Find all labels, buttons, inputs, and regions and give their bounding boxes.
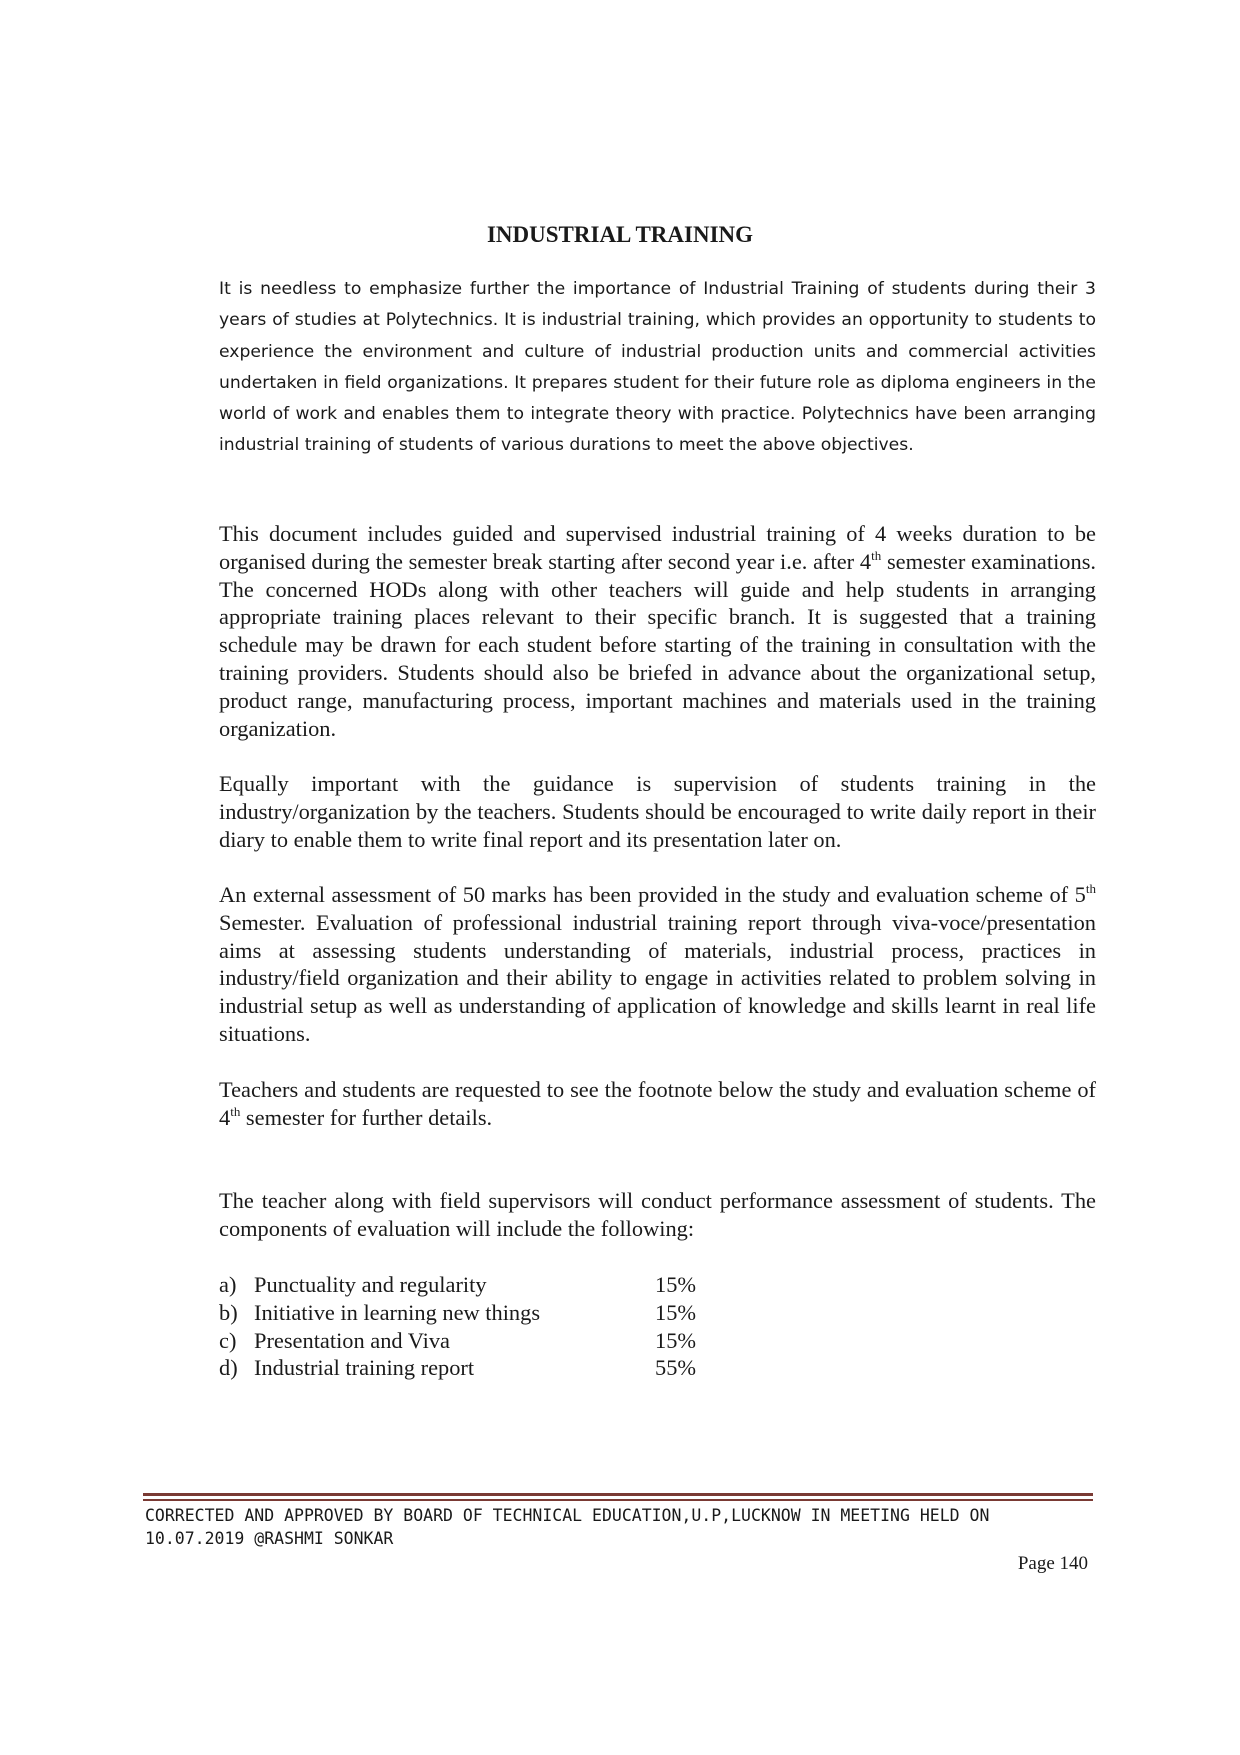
footer-line-1: CORRECTED AND APPROVED BY BOARD OF TECHNICAL EDUCATION,U.P,LUCKNOW IN MEETING HELD ON xyxy=(145,1506,990,1525)
page-number: Page 140 xyxy=(1017,1553,1088,1574)
list-item xyxy=(219,1327,819,1355)
list-marker: b) xyxy=(219,1299,238,1325)
paragraph-footnote-reference: Teachers and students are requested to see the footnote below the study and evaluation scheme of 4th semester for further details. xyxy=(219,1077,1096,1130)
list-item xyxy=(219,1299,819,1327)
component-percent: 15% xyxy=(655,1327,697,1353)
component-label: Presentation and Viva xyxy=(254,1327,450,1353)
paragraph-performance-assessment: The teacher along with field supervisors will conduct performance assessment of students. The components of evaluation will include the following: xyxy=(219,1188,1096,1241)
component-percent: 15% xyxy=(655,1272,697,1297)
component-label: Industrial training report xyxy=(254,1355,475,1381)
list-marker: c) xyxy=(219,1327,237,1353)
list-marker: d) xyxy=(219,1355,238,1381)
paragraph-supervision: Equally important with the guidance is supervision of students training in the industry/organization by the teachers. Students should be encouraged to write daily report in their diary to enable them to write final report and its presentation later on. xyxy=(219,771,1096,852)
footer-rule-thin xyxy=(143,1499,1093,1501)
component-percent: 55% xyxy=(655,1355,697,1381)
footer-approval-note xyxy=(145,1504,1095,1550)
evaluation-components-list xyxy=(219,1271,819,1382)
list-item xyxy=(219,1271,819,1299)
list-marker: a) xyxy=(219,1272,237,1297)
list-item xyxy=(219,1354,819,1382)
page-title: INDUSTRIAL TRAINING xyxy=(486,222,754,247)
footer-line-2: 10.07.2019 @RASHMI SONKAR xyxy=(145,1529,394,1548)
intro-paragraph: It is needless to emphasize further the importance of Industrial Training of students during their 3 years of studies at Polytechnics. It is industrial training, which provides an opportunity to students to experience the environment and culture of industrial production units and commercial activities undertaken in field organizations. It prepares student for their future role as diploma engineers in the world of work and enables them to integrate theory with practice. Polytechnics have been arranging industrial training of students of various durations to meet the above objectives. xyxy=(219,279,1096,456)
component-label: Initiative in learning new things xyxy=(254,1299,541,1325)
component-percent: 15% xyxy=(655,1299,697,1325)
footer-rule-thick xyxy=(143,1493,1093,1496)
paragraph-training-schedule: This document includes guided and supervised industrial training of 4 weeks duration to be organised during the semester break starting after second year i.e. after 4th semester examinations. The concerned HODs along with other teachers will guide and help students in arranging appropriate training places relevant to their specific branch. It is suggested that a training schedule may be drawn for each student before starting of the training in consultation with the training providers. Students should also be briefed in advance about the organizational setup, product range, manufacturing process, important machines and materials used in the training organization. xyxy=(219,521,1096,741)
paragraph-external-assessment: An external assessment of 50 marks has been provided in the study and evaluation scheme of 5th Semester. Evaluation of professional industrial training report through viva-voce/presentation aims at assessing students understanding of materials, industrial process, practices in industry/field organization and their ability to engage in activities related to problem solving in industrial setup as well as understanding of application of knowledge and skills learnt in real life situations. xyxy=(219,881,1096,1046)
component-label: Punctuality and regularity xyxy=(254,1272,487,1297)
